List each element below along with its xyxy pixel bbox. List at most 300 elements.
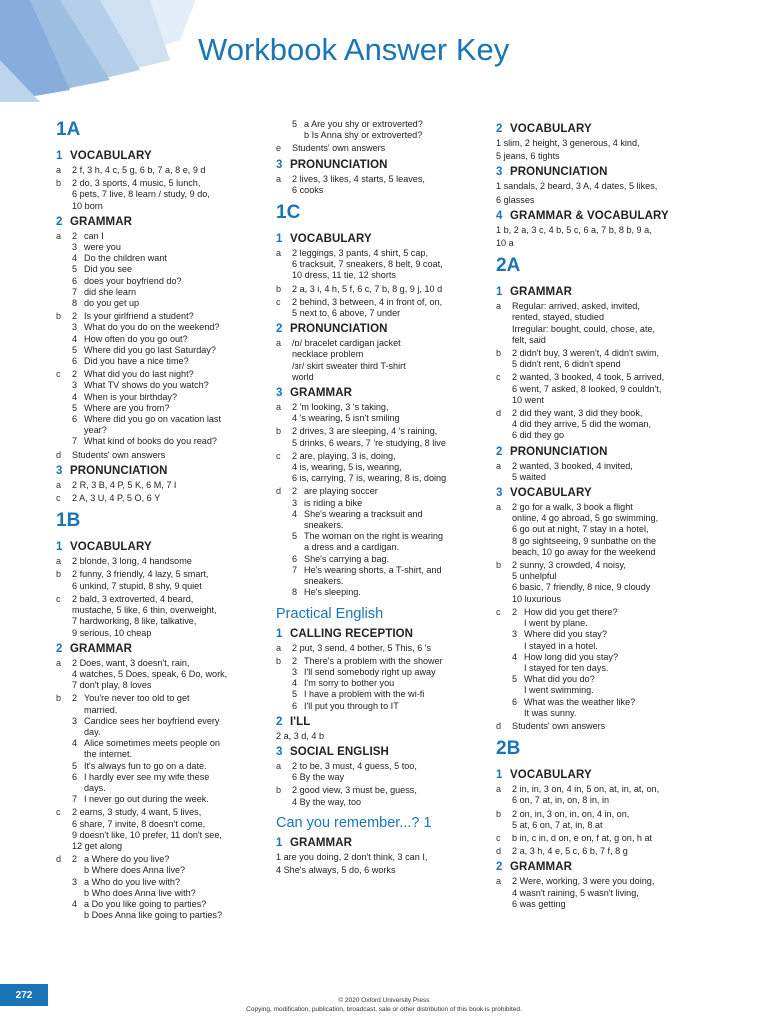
exercise-title: GRAMMAR & VOCABULARY <box>510 209 669 222</box>
exercise-heading <box>276 627 496 642</box>
line-text: b Does Anna like going to parties? <box>84 910 223 921</box>
exercise-number: 3 <box>496 166 503 179</box>
line-number <box>72 783 84 794</box>
line-number: 4 <box>292 508 298 519</box>
line-number <box>292 542 304 553</box>
item-letter: b <box>496 808 502 819</box>
answer-line <box>292 576 496 587</box>
item-body <box>512 784 716 806</box>
item-letter: a <box>56 657 62 668</box>
answer-line: 2 a, 3 i, 4 h, 5 f, 6 c, 7 b, 8 g, 9 j, 10 d <box>292 283 443 294</box>
answer-line: 2 'm looking, 3 's taking, <box>292 402 389 413</box>
line-number: 5 <box>512 674 518 685</box>
answer-line <box>72 888 282 899</box>
line-number: 3 <box>72 322 78 333</box>
answer-line: 10 born <box>72 200 103 211</box>
exercise-number: 1 <box>496 769 503 782</box>
exercise-heading <box>496 122 716 137</box>
answer-line: 5 at, 6 on, 7 at, in, 8 at <box>512 819 603 830</box>
exercise-title: PRONUNCIATION <box>510 166 608 179</box>
exercise-heading <box>496 445 716 460</box>
exercise-title: VOCABULARY <box>70 541 152 554</box>
line-text: were you <box>84 242 121 253</box>
item-body <box>512 502 716 558</box>
item-letter: a <box>496 502 502 513</box>
line-text: What TV shows do you watch? <box>84 380 209 391</box>
exercise-title: CALLING RECEPTION <box>290 627 414 640</box>
answer-line <box>72 276 282 287</box>
exercise-heading <box>496 285 716 300</box>
line-number: 7 <box>72 286 78 297</box>
item-letter: a <box>496 784 502 795</box>
item-letter <box>276 119 292 141</box>
item-letter: b <box>276 655 282 666</box>
line-number: 3 <box>72 876 78 887</box>
line-number: 5 <box>72 344 78 355</box>
answer-line: 6 unkind, 7 stupid, 8 shy, 9 quiet <box>72 580 202 591</box>
answer-line: Students' own answers <box>512 720 606 731</box>
answer-line: /ɒ/ bracelet cardigan jacket <box>292 338 401 349</box>
exercise-title: VOCABULARY <box>70 150 152 162</box>
answer-line: world <box>292 371 314 382</box>
exercise-heading <box>276 232 496 247</box>
unit-heading: 2A <box>496 255 521 277</box>
item-body <box>72 450 282 461</box>
line-text: a dress and a cardigan. <box>304 542 400 553</box>
line-text: a Where do you live? <box>84 854 170 865</box>
answer-line: necklace problem <box>292 349 364 360</box>
item-body <box>512 372 716 406</box>
answer-line <box>512 607 716 618</box>
exercise-title: GRAMMAR <box>290 387 353 400</box>
item-body <box>72 493 282 504</box>
line-number: 6 <box>292 553 298 564</box>
line-text: b Is Anna shy or extroverted? <box>304 130 423 141</box>
line-number <box>292 520 304 531</box>
answer-line: 6 did they go <box>512 430 565 441</box>
answer-line: 6 share, 7 invite, 8 doesn't come, <box>72 818 206 829</box>
answer-line: 2 funny, 3 friendly, 4 lazy, 5 smart, <box>72 569 209 580</box>
item-letter: a <box>496 876 502 887</box>
answer-line: 6 cooks <box>292 184 324 195</box>
answer-line <box>72 345 282 356</box>
answer-line: Irregular: bought, could, chose, ate, <box>512 323 656 334</box>
line-number <box>292 130 304 141</box>
answer-line <box>72 403 282 414</box>
line-number: 3 <box>292 666 298 677</box>
answer-column-2 <box>276 119 496 878</box>
line-text: did she learn <box>84 286 137 297</box>
answer-line: beach, 10 go away for the weekend <box>512 546 656 557</box>
line-text: is riding a bike <box>304 497 363 508</box>
answer-line: 8 go sightseeing, 9 sunbathe on the <box>512 535 657 546</box>
line-text: What do you do on the weekend? <box>84 322 220 333</box>
item-letter: b <box>56 569 62 580</box>
exercise-number: 3 <box>496 487 503 500</box>
item-letter: d <box>496 720 502 731</box>
answer-line: 2 behind, 3 between, 4 in front of, on, <box>292 296 443 307</box>
item-letter: b <box>276 283 282 294</box>
line-text: the internet. <box>84 749 133 760</box>
answer-line <box>292 587 496 598</box>
line-text: Alice sometimes meets people on <box>84 738 220 749</box>
line-number: 2 <box>72 854 78 865</box>
line-number: 2 <box>72 230 78 241</box>
item-letter: c <box>56 369 61 380</box>
line-number <box>512 663 524 674</box>
answer-item <box>56 569 282 591</box>
answer-item <box>56 658 282 692</box>
answer-line <box>512 708 716 719</box>
line-text: Where did you stay? <box>524 629 607 640</box>
answer-item <box>496 560 716 605</box>
answer-item <box>56 493 282 504</box>
exercise-heading <box>56 149 282 164</box>
answer-line: 5 drinks, 6 wears, 7 're studying, 8 live <box>292 437 446 448</box>
exercise-title: GRAMMAR <box>510 286 573 299</box>
line-number: 2 <box>72 311 78 322</box>
answer-line: 2 do, 3 sports, 4 music, 5 lunch, <box>72 178 201 189</box>
page-number: 272 <box>0 984 48 1006</box>
item-body <box>292 785 496 807</box>
line-number: 4 <box>72 253 78 264</box>
answer-line <box>72 794 282 805</box>
line-number <box>72 727 84 738</box>
answer-item <box>276 656 496 712</box>
item-body <box>512 833 716 844</box>
answer-line <box>292 498 496 509</box>
answer-text: 1 are you doing, 2 don't think, 3 can I, <box>276 851 428 862</box>
answer-line <box>512 674 716 685</box>
answer-line: online, 4 go abroad, 5 go swimming, <box>512 513 659 524</box>
answer-text: 4 She's always, 5 do, 6 works <box>276 864 396 875</box>
answer-line: 2 go for a walk, 3 book a flight <box>512 502 633 513</box>
exercise-number: 3 <box>276 387 283 400</box>
answer-item <box>276 284 496 295</box>
answer-line <box>72 865 282 876</box>
exercise-heading <box>56 642 282 657</box>
item-body <box>292 174 496 196</box>
line-text: How often do you go out? <box>84 333 188 344</box>
answer-line <box>292 678 496 689</box>
line-number: 5 <box>72 402 78 413</box>
line-number: 3 <box>72 242 78 253</box>
exercise-heading <box>276 836 496 851</box>
line-number: 4 <box>512 651 518 662</box>
item-body <box>72 569 282 591</box>
answer-item <box>276 338 496 383</box>
answer-line: Students' own answers <box>72 449 166 460</box>
line-text: year? <box>84 425 107 436</box>
item-letter: a <box>56 165 62 175</box>
item-body <box>72 480 282 491</box>
answer-text: 1 b, 2 a, 3 c, 4 b, 5 c, 6 a, 7 b, 8 b, 9 a, <box>496 224 652 235</box>
answer-text: 1 sandals, 2 beard, 3 A, 4 dates, 5 likes, <box>496 181 658 192</box>
answer-line: /ɜr/ skirt sweater third T-shirt <box>292 360 406 371</box>
line-text: I stayed for ten days. <box>524 662 609 673</box>
answer-item <box>496 809 716 831</box>
answer-line: 5 didn't rent, 6 didn't spend <box>512 359 621 370</box>
answer-line <box>292 667 496 678</box>
line-text: Do the children want <box>84 253 167 264</box>
answer-line: 2 drives, 3 are sleeping, 4 's raining, <box>292 426 438 437</box>
line-number: 3 <box>512 629 518 640</box>
line-number: 2 <box>292 655 298 666</box>
line-text: It was sunny. <box>524 707 577 718</box>
answer-line: 6 pets, 7 live, 8 learn / study, 9 do, <box>72 189 210 200</box>
line-text: I have a problem with the wi-fi <box>304 689 425 700</box>
line-number <box>512 685 524 696</box>
answer-line <box>72 899 282 910</box>
answer-line: 2 to be, 3 must, 4 guess, 5 too, <box>292 760 417 771</box>
answer-line <box>72 311 282 322</box>
exercise-heading <box>496 209 716 224</box>
answer-line <box>72 242 282 253</box>
answer-line: 2 earns, 3 study, 4 want, 5 lives, <box>72 807 202 818</box>
line-number: 7 <box>72 794 78 805</box>
answer-line: 2 A, 3 U, 4 P, 5 O, 6 Y <box>72 493 161 504</box>
line-number: 6 <box>72 771 78 782</box>
item-letter: a <box>56 230 62 241</box>
line-number <box>72 425 84 436</box>
answer-line: 2 blonde, 3 long, 4 handsome <box>72 556 192 567</box>
answer-line: 2 a, 3 h, 4 e, 5 c, 6 b, 7 f, 8 g <box>512 846 628 857</box>
answer-line: rented, stayed, studied <box>512 312 605 323</box>
answer-item <box>56 807 282 852</box>
item-body <box>292 402 496 424</box>
line-number <box>512 708 524 719</box>
answer-line: Students' own answers <box>292 143 386 154</box>
answer-line <box>72 693 282 704</box>
line-text: He's wearing shorts, a T-shirt, and <box>304 564 442 575</box>
answer-line <box>72 253 282 264</box>
exercise-heading <box>496 860 716 875</box>
item-body <box>512 560 716 605</box>
exercise-number: 3 <box>276 745 283 758</box>
item-body <box>512 846 716 857</box>
line-text: a Do you like going to parties? <box>84 898 207 909</box>
answer-line <box>512 652 716 663</box>
answer-line <box>72 761 282 772</box>
answer-line <box>72 334 282 345</box>
item-body <box>72 594 282 639</box>
line-number <box>72 888 84 899</box>
line-text: I'll send somebody right up away <box>304 666 436 677</box>
exercise-number: 4 <box>496 209 503 222</box>
item-letter: c <box>496 372 501 383</box>
answer-line <box>292 531 496 542</box>
answer-item <box>56 178 282 212</box>
line-number: 4 <box>72 898 78 909</box>
answer-line: 2 are, playing, 3 is, doing, <box>292 450 396 461</box>
line-number: 6 <box>72 356 78 367</box>
line-number <box>72 749 84 760</box>
answer-line <box>72 322 282 333</box>
exercise-title: VOCABULARY <box>290 233 372 246</box>
line-text: What was the weather like? <box>524 696 636 707</box>
line-text: You're never too old to get <box>84 693 190 704</box>
item-letter: b <box>56 178 62 189</box>
exercise-title: GRAMMAR <box>290 836 353 849</box>
answer-line <box>72 705 282 716</box>
answer-line: 2 wanted, 3 booked, 4 invited, <box>512 460 633 471</box>
answer-item <box>56 693 282 805</box>
answer-line <box>72 749 282 760</box>
answer-line: 2 bald, 3 extroverted, 4 beard, <box>72 593 194 604</box>
answer-item <box>496 408 716 442</box>
unit-heading: Practical English <box>276 605 384 622</box>
answer-item <box>496 721 716 732</box>
line-number: 5 <box>72 760 78 771</box>
line-text: I went swimming. <box>524 685 594 696</box>
line-text: What did you do? <box>524 674 595 685</box>
line-number: 2 <box>72 693 78 704</box>
unit-heading: 1B <box>56 510 81 532</box>
line-number: 4 <box>72 333 78 344</box>
line-number: 8 <box>72 298 78 309</box>
exercise-heading <box>276 715 496 730</box>
item-body <box>292 643 496 654</box>
answer-item <box>496 846 716 857</box>
answer-line <box>72 436 282 447</box>
exercise-number: 3 <box>56 464 63 477</box>
line-text: It's always fun to go on a date. <box>84 760 207 771</box>
exercise-number: 1 <box>276 836 283 849</box>
answer-item <box>56 480 282 491</box>
answer-line <box>72 356 282 367</box>
exercise-number: 2 <box>276 323 283 336</box>
line-text: Where are you from? <box>84 402 170 413</box>
answer-item <box>276 643 496 654</box>
item-body <box>512 721 716 732</box>
item-body <box>72 369 282 447</box>
answer-line: 4 watches, 5 Does, speak, 6 Do, work, <box>72 668 228 679</box>
exercise-title: PRONUNCIATION <box>290 158 388 171</box>
corner-decoration <box>0 0 200 102</box>
exercise-number: 1 <box>276 233 283 246</box>
line-text: I'll put you through to IT <box>304 700 399 711</box>
answer-item <box>496 348 716 370</box>
item-body <box>72 311 282 367</box>
answer-line <box>292 130 496 141</box>
item-body <box>72 165 282 176</box>
item-letter: c <box>496 832 501 843</box>
answer-line <box>72 298 282 309</box>
exercise-heading <box>496 165 716 180</box>
exercise-number: 2 <box>496 861 503 874</box>
answer-line <box>512 629 716 640</box>
exercise-number: 1 <box>496 286 503 299</box>
exercise-number: 1 <box>56 150 63 162</box>
exercise-number: 2 <box>56 215 63 228</box>
exercise-number: 3 <box>276 158 283 171</box>
line-text: I hardly ever see my wife these <box>84 771 210 782</box>
line-text: She's carrying a bag. <box>304 553 390 564</box>
exercise-heading <box>276 745 496 760</box>
item-letter: d <box>276 486 282 497</box>
line-text: I'm sorry to bother you <box>304 678 395 689</box>
line-number <box>292 576 304 587</box>
item-body <box>72 693 282 805</box>
item-letter: a <box>56 556 62 567</box>
exercise-number: 1 <box>56 541 63 554</box>
answer-line: 6 tracksuit, 7 sneakers, 8 belt, 9 coat, <box>292 259 443 270</box>
line-text: What kind of books do you read? <box>84 436 217 447</box>
answer-item <box>276 248 496 282</box>
line-text: can I <box>84 230 104 241</box>
exercise-heading <box>56 464 282 479</box>
answer-line <box>72 910 282 921</box>
answer-item <box>276 486 496 598</box>
line-text: Did you have a nice time? <box>84 356 189 367</box>
answer-line: 2 lives, 3 likes, 4 starts, 5 leaves, <box>292 173 425 184</box>
item-body <box>72 658 282 692</box>
answer-line <box>292 486 496 497</box>
line-text: are playing soccer <box>304 486 378 497</box>
exercise-title: GRAMMAR <box>70 215 133 228</box>
answer-item <box>276 785 496 807</box>
answer-text: 1 slim, 2 height, 3 generous, 4 kind, <box>496 138 640 148</box>
item-body <box>292 426 496 448</box>
unit-heading: 1C <box>276 202 301 224</box>
line-text: He's sleeping. <box>304 587 361 598</box>
exercise-heading <box>276 322 496 337</box>
item-body <box>72 556 282 567</box>
answer-line: 4 is, wearing, 5 is, wearing, <box>292 462 402 473</box>
answer-item <box>496 607 716 719</box>
exercise-heading <box>496 486 716 501</box>
answer-line <box>512 641 716 652</box>
line-number: 5 <box>292 119 298 129</box>
line-number: 4 <box>292 678 298 689</box>
answer-line <box>72 264 282 275</box>
line-text: When is your birthday? <box>84 391 178 402</box>
answer-line: 5 next to, 6 above, 7 under <box>292 308 401 319</box>
exercise-title: VOCABULARY <box>510 487 592 500</box>
answer-item <box>496 372 716 406</box>
line-text: I stayed in a hotel. <box>524 640 598 651</box>
page-title: Workbook Answer Key <box>198 32 510 67</box>
answer-text: 2 a, 3 d, 4 b <box>276 730 325 741</box>
line-text: There's a problem with the shower <box>304 655 443 666</box>
item-body <box>292 486 496 598</box>
answer-line: mustache, 5 like, 6 thin, overweight, <box>72 605 217 616</box>
answer-line: 4 wasn't raining, 5 wasn't living, <box>512 887 639 898</box>
item-body <box>72 807 282 852</box>
copyright-line: © 2020 Oxford University Press <box>338 997 430 1004</box>
answer-line: 4 By the way, too <box>292 796 362 807</box>
item-letter: c <box>56 493 61 504</box>
item-body <box>292 656 496 712</box>
answer-line: 5 unhelpful <box>512 571 557 582</box>
answer-item <box>276 402 496 424</box>
item-body <box>292 761 496 783</box>
answer-item <box>276 761 496 783</box>
answer-line <box>72 369 282 380</box>
item-body <box>292 248 496 282</box>
answer-line <box>72 380 282 391</box>
answer-line: 6 was getting <box>512 898 566 909</box>
answer-column-1 <box>56 119 282 923</box>
answer-line <box>292 565 496 576</box>
answer-line: 9 serious, 10 cheap <box>72 627 152 638</box>
item-letter: a <box>276 402 282 413</box>
exercise-heading <box>276 386 496 401</box>
item-body <box>292 338 496 383</box>
answer-line <box>512 663 716 674</box>
item-body <box>292 297 496 319</box>
item-letter: a <box>276 248 282 259</box>
